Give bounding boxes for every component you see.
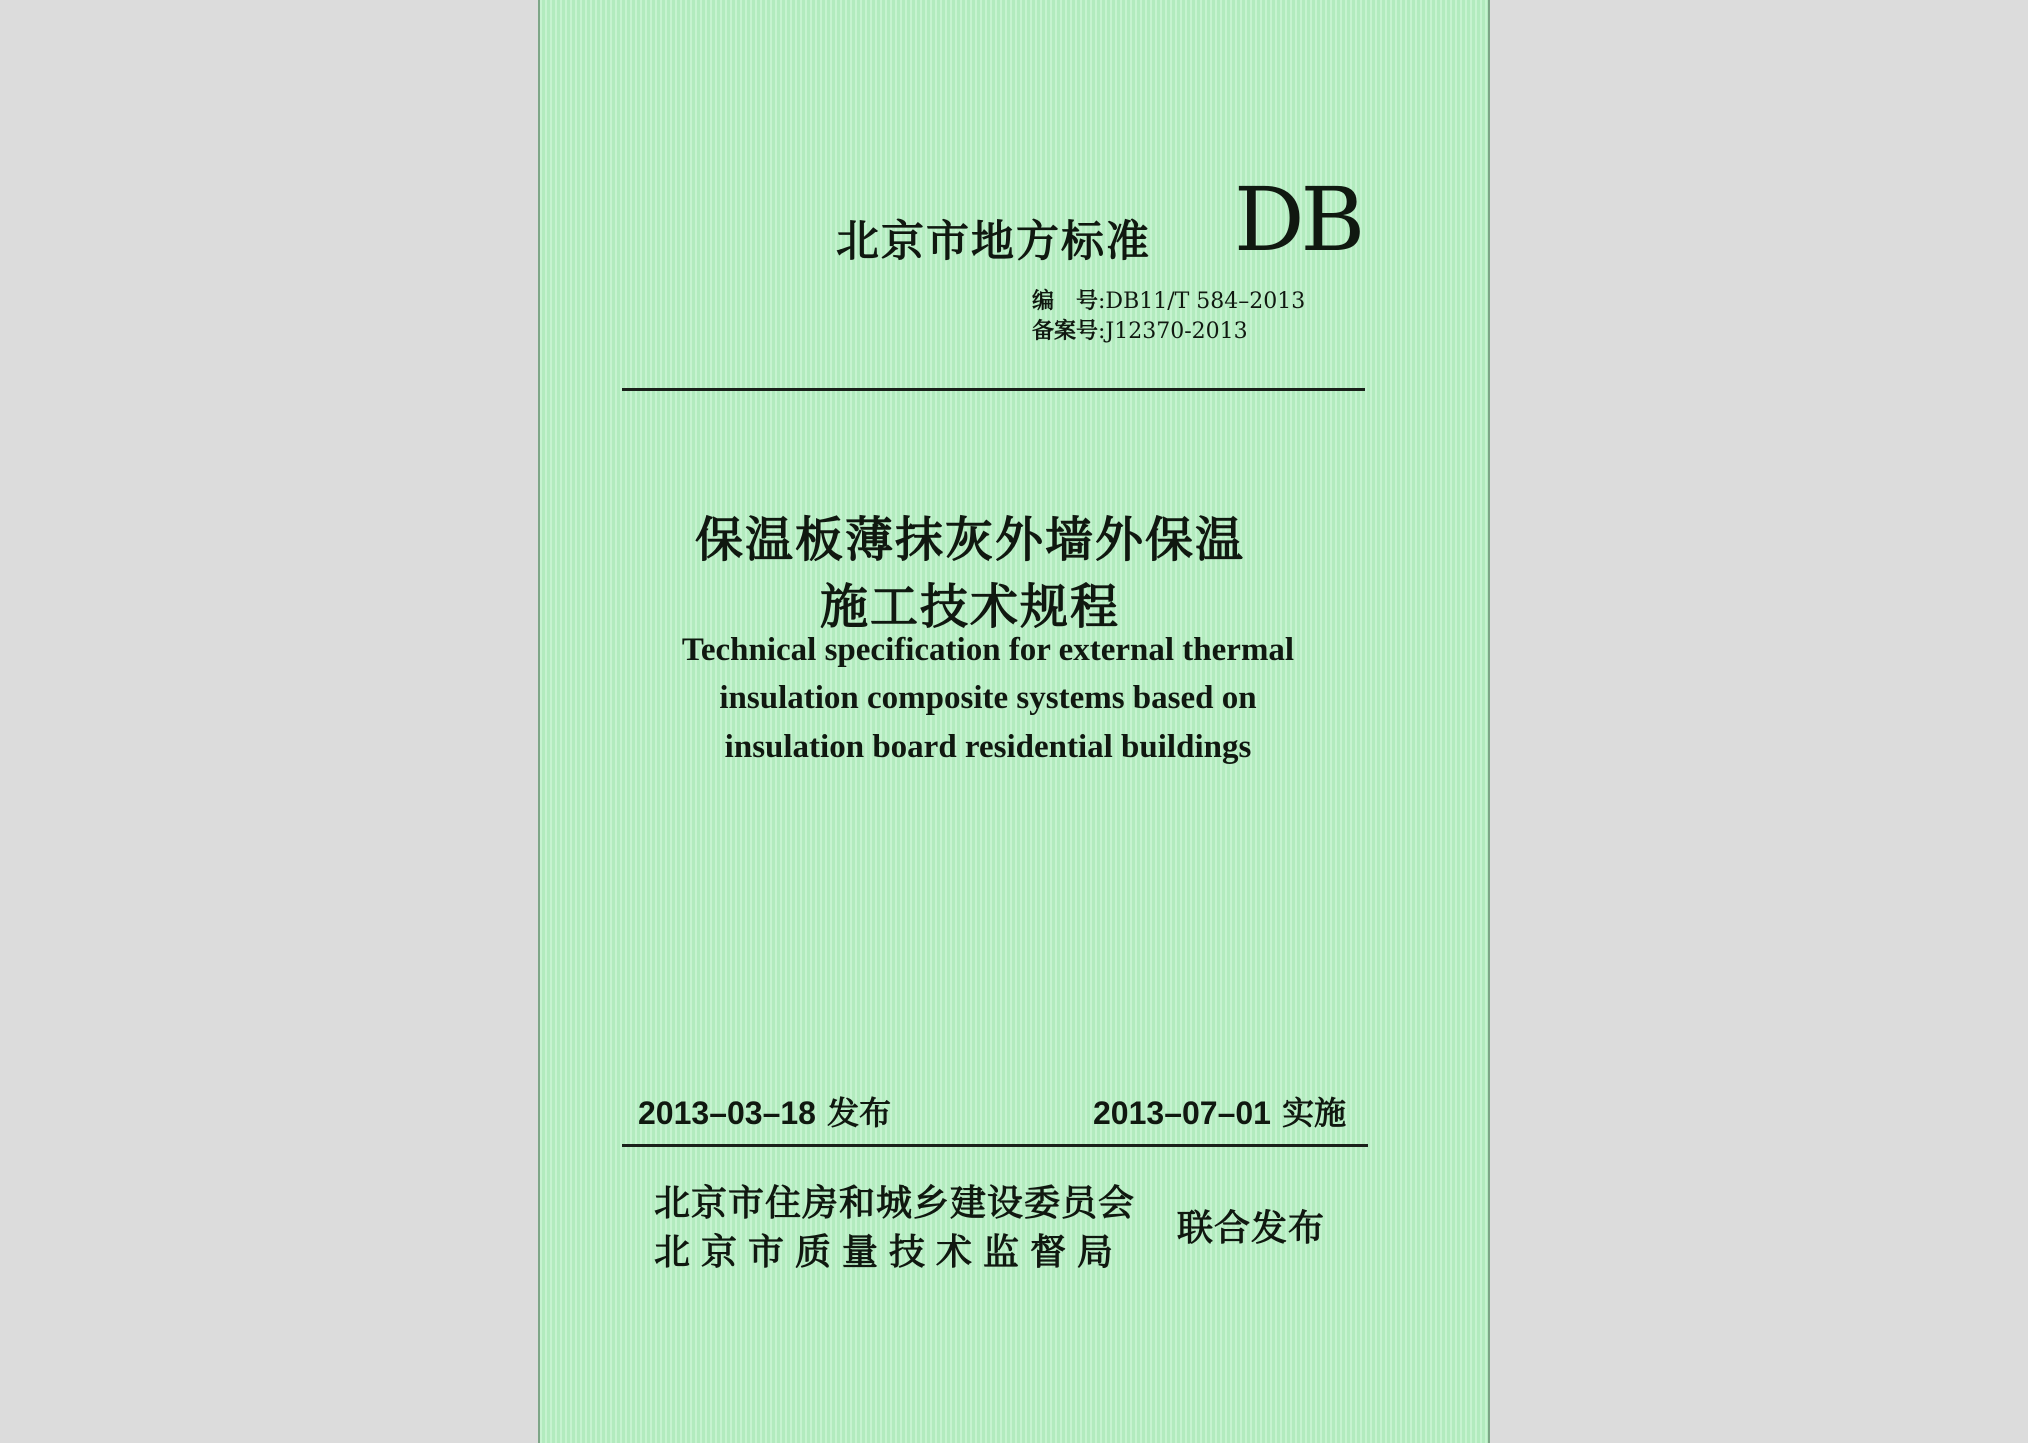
title-en-line-3: insulation board residential buildings	[724, 729, 1252, 765]
joint-publish-label: 联合发布	[1177, 1208, 1326, 1249]
standard-code-value: :DB11/T 584–2013	[1098, 289, 1306, 314]
record-number	[1032, 314, 1248, 345]
record-number-label: 备案号	[1032, 319, 1099, 344]
top-divider	[622, 388, 1365, 391]
implementation-date	[1093, 1088, 1346, 1134]
bottom-divider	[622, 1144, 1368, 1147]
standard-code	[1032, 284, 1305, 315]
title-cn-line-2: 施工技术规程	[819, 579, 1120, 635]
db-mark: DB	[1234, 168, 1362, 271]
record-number-value: :J12370-2013	[1098, 319, 1248, 344]
standard-code-label: 编 号	[1032, 289, 1099, 314]
title-en-line-1: Technical specification for external thermal	[681, 632, 1295, 668]
title-cn-line-1: 保温板薄抹灰外墙外保温	[694, 512, 1245, 568]
title-en-line-2: insulation composite systems based on	[719, 680, 1257, 716]
implementation-date-label: 实施	[1282, 1094, 1347, 1132]
implementation-date-value: 2013–07–01	[1093, 1095, 1271, 1131]
issue-date-label: 发布	[827, 1094, 892, 1132]
document-cover	[538, 0, 1490, 1443]
issue-date	[638, 1088, 891, 1134]
standard-type-heading: 北京市地方标准	[836, 217, 1151, 267]
publisher-quality-bureau: 北京市质量技术监督局	[654, 1232, 1125, 1273]
publisher-housing-commission: 北京市住房和城乡建设委员会	[654, 1183, 1136, 1224]
issue-date-value: 2013–03–18	[638, 1095, 816, 1131]
